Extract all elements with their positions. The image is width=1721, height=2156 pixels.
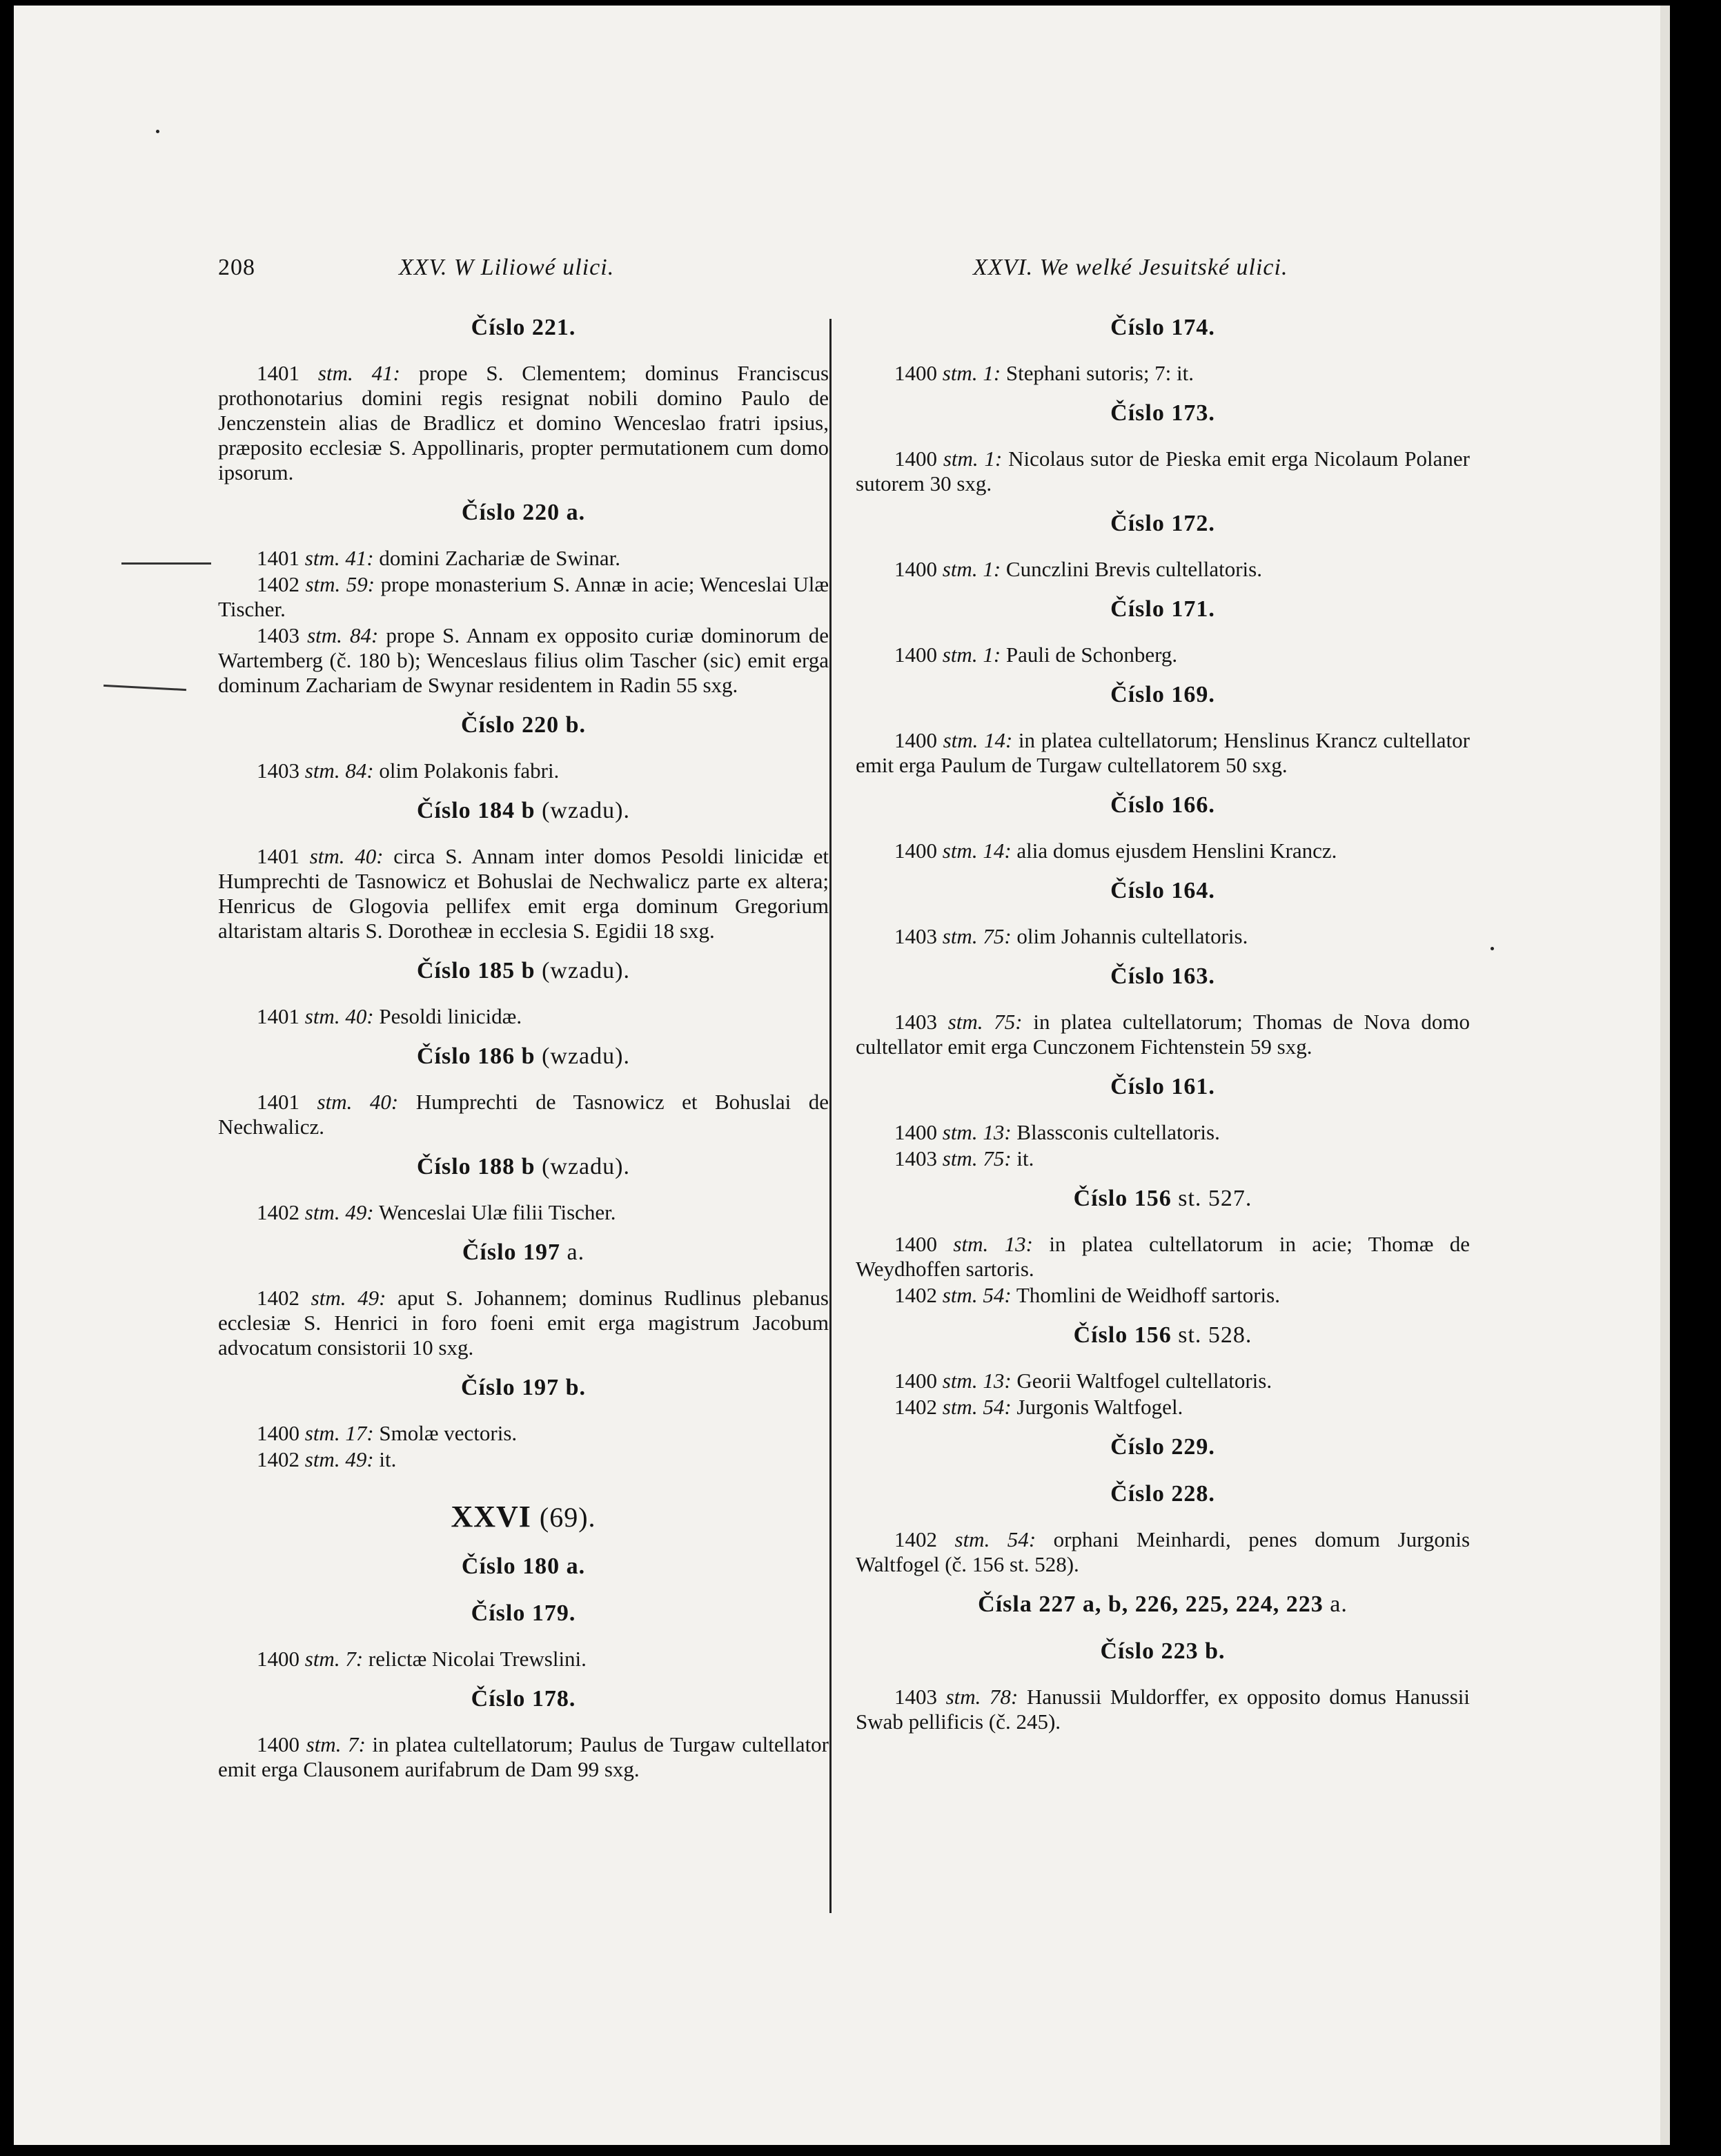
record-entry (856, 1283, 1470, 1308)
record-entry (856, 728, 1470, 778)
entry-colon: : (993, 361, 1001, 385)
heading-note: st. 527. (1178, 1186, 1252, 1211)
entry-stm: stm. 1 (942, 361, 994, 385)
section-heading (218, 1553, 829, 1580)
heading-title: Číslo 188 b (417, 1154, 535, 1179)
entry-year: 1401 (257, 844, 299, 868)
entry-stm: stm. 54 (942, 1283, 1005, 1307)
entry-colon: : (355, 1647, 364, 1671)
section-heading (856, 963, 1470, 990)
entry-colon: : (993, 643, 1001, 667)
entry-text: prope monasterium S. Annæ in acie; Wenceslai Ulæ Tischer. (218, 572, 829, 621)
entry-stm: stm. 13 (953, 1232, 1026, 1256)
section-heading (856, 1638, 1470, 1665)
entry-colon: : (376, 844, 384, 868)
right-column (856, 314, 1470, 1736)
entry-year: 1403 (257, 623, 299, 647)
entry-year: 1402 (257, 1447, 299, 1471)
section-heading (856, 1433, 1470, 1461)
heading-note: a. (567, 1239, 585, 1265)
entry-colon: : (391, 1090, 399, 1114)
section-heading (856, 1322, 1470, 1349)
entry-text: Thomlini de Weidhoff sartoris. (1016, 1283, 1280, 1307)
record-entry (218, 361, 829, 485)
entry-text: domini Zachariæ de Swinar. (379, 546, 620, 570)
entry-stm: stm. 49 (304, 1447, 367, 1471)
page-number: 208 (218, 255, 255, 280)
entry-year: 1400 (257, 1647, 299, 1671)
entry-stm: stm. 7 (306, 1732, 359, 1756)
record-entry (218, 1004, 829, 1029)
entry-stm: stm. 13 (942, 1120, 1005, 1144)
column-divider (829, 319, 832, 1913)
section-heading (218, 1043, 829, 1070)
record-entry (856, 1369, 1470, 1393)
record-entry (856, 1146, 1470, 1171)
section-heading (218, 1600, 829, 1627)
entry-text: Humprechti de Tasnowicz et Bohuslai de Nechwalicz. (218, 1090, 829, 1139)
record-entry (218, 572, 829, 622)
entry-year: 1403 (894, 1010, 937, 1034)
heading-note: (wzadu). (542, 958, 630, 983)
entry-colon: : (366, 1200, 374, 1224)
entry-stm: stm. 7 (304, 1647, 356, 1671)
entry-text: aput S. Johannem; dominus Rudlinus plebanus ecclesiæ S. Henrici in foro foeni emit erga magistrum Jacobum advocatum consistorii 10 sxg. (218, 1286, 829, 1360)
entry-colon: : (371, 623, 379, 647)
entry-year: 1401 (257, 1090, 299, 1114)
heading-note: st. 528. (1178, 1322, 1252, 1348)
record-entry (218, 546, 829, 571)
entry-colon: : (1025, 1232, 1033, 1256)
record-entry (856, 1395, 1470, 1420)
section-heading (856, 596, 1470, 623)
heading-title: XXVI (451, 1500, 531, 1533)
record-entry (856, 924, 1470, 949)
entry-stm: stm. 14 (942, 839, 1005, 863)
entry-stm: stm. 1 (942, 557, 994, 581)
entry-colon: : (1004, 839, 1012, 863)
entry-stm: stm. 75 (942, 1146, 1005, 1170)
entry-year: 1400 (894, 643, 937, 667)
paper-edge (1660, 6, 1670, 2145)
entry-text: Nicolaus sutor de Pieska emit erga Nicolaum Polaner sutorem 30 sxg. (856, 447, 1470, 496)
record-entry (856, 557, 1470, 582)
entry-year: 1400 (894, 839, 937, 863)
entry-stm: stm. 84 (304, 758, 367, 783)
heading-title: Číslo 228. (1110, 1481, 1215, 1507)
record-entry (218, 1732, 829, 1782)
entry-colon: : (358, 1732, 366, 1756)
chapter-heading (218, 1500, 829, 1535)
heading-title: Číslo 186 b (417, 1043, 535, 1069)
entry-text: Stephani sutoris; 7: it. (1005, 361, 1194, 385)
entry-text: Blassconis cultellatoris. (1016, 1120, 1220, 1144)
entry-year: 1400 (894, 728, 937, 752)
record-entry (856, 1232, 1470, 1282)
entry-stm: stm. 13 (942, 1369, 1005, 1393)
entry-stm: stm. 1 (943, 447, 995, 471)
heading-title: Číslo 229. (1110, 1434, 1215, 1460)
entry-colon: : (1010, 1685, 1019, 1709)
entry-year: 1402 (894, 1395, 937, 1419)
running-head-right: XXVI. We welké Jesuitské ulici. (973, 255, 1288, 280)
heading-title: Číslo 163. (1110, 963, 1215, 989)
section-heading (218, 797, 829, 825)
section-heading (218, 957, 829, 985)
entry-colon: : (1028, 1527, 1036, 1551)
heading-title: Číslo 161. (1110, 1074, 1215, 1099)
heading-title: Číslo 197 b. (460, 1375, 587, 1400)
entry-stm: stm. 14 (943, 728, 1005, 752)
speck (156, 130, 159, 133)
heading-title: Číslo 221. (471, 315, 576, 340)
entry-colon: : (366, 1447, 374, 1471)
entry-year: 1402 (894, 1283, 937, 1307)
entry-text: olim Polakonis fabri. (379, 758, 560, 783)
section-heading (856, 1480, 1470, 1508)
entry-colon: : (994, 447, 1003, 471)
heading-note: (wzadu). (542, 798, 630, 823)
entry-year: 1402 (257, 572, 299, 596)
entry-year: 1401 (257, 361, 299, 385)
section-heading (218, 1239, 829, 1266)
entry-stm: stm. 54 (942, 1395, 1005, 1419)
heading-title: Číslo 220 a. (461, 500, 586, 525)
heading-title: Číslo 164. (1110, 878, 1215, 903)
entry-stm: stm. 49 (311, 1286, 380, 1310)
left-column (218, 314, 829, 1783)
entry-year: 1400 (257, 1421, 299, 1445)
entry-colon: : (1015, 1010, 1023, 1034)
section-heading (856, 681, 1470, 709)
heading-title: Čísla 227 a, b, 226, 225, 224, 223 (978, 1591, 1324, 1617)
entry-stm: stm. 41 (304, 546, 367, 570)
heading-note: (wzadu). (542, 1043, 630, 1069)
margin-mark (121, 562, 211, 565)
record-entry (218, 1421, 829, 1446)
entry-year: 1400 (894, 447, 937, 471)
record-entry (856, 839, 1470, 863)
entry-colon: : (367, 572, 375, 596)
entry-year: 1400 (894, 1120, 937, 1144)
entry-colon: : (1004, 1369, 1012, 1393)
heading-title: Číslo 156 (1073, 1322, 1172, 1348)
section-heading (218, 499, 829, 527)
entry-stm: stm. 1 (942, 643, 994, 667)
entry-colon: : (1004, 1146, 1012, 1170)
entry-year: 1401 (257, 546, 299, 570)
entry-text: circa S. Annam inter domos Pesoldi linicidæ et Humprechti de Tasnowicz et Bohuslai de Nechwalicz parte ex altera; Henricus de Glogovia pellifex emit erga dominum Gregorium altaristam altaris S. Dorotheæ in ecclesia S. Egidii 18 sxg. (218, 844, 829, 943)
heading-note: a. (1330, 1591, 1348, 1617)
entry-stm: stm. 41 (317, 361, 393, 385)
record-entry (856, 1120, 1470, 1145)
entry-colon: : (379, 1286, 386, 1310)
heading-title: Číslo 179. (471, 1600, 576, 1626)
entry-colon: : (1005, 728, 1013, 752)
section-heading (856, 314, 1470, 342)
heading-title: Číslo 173. (1110, 400, 1215, 426)
record-entry (856, 447, 1470, 496)
entry-year: 1403 (257, 758, 299, 783)
entry-text: Jurgonis Waltfogel. (1016, 1395, 1183, 1419)
entry-text: relictæ Nicolai Trewslini. (368, 1647, 587, 1671)
entry-text: Wenceslai Ulæ filii Tischer. (378, 1200, 616, 1224)
section-heading (856, 400, 1470, 427)
entry-year: 1401 (257, 1004, 299, 1028)
entry-text: Cunczlini Brevis cultellatoris. (1005, 557, 1262, 581)
entry-text: Hanussii Muldorffer, ex opposito domus Hanussii Swab pellificis (č. 245). (856, 1685, 1471, 1734)
record-entry (218, 1647, 829, 1672)
heading-note: (wzadu). (542, 1154, 630, 1179)
section-heading (856, 1073, 1470, 1101)
heading-note: (69). (539, 1502, 596, 1533)
entry-colon: : (366, 546, 374, 570)
entry-text: olim Johannis cultellatoris. (1016, 924, 1248, 948)
entry-text: prope S. Annam ex opposito curiæ dominorum de Wartemberg (č. 180 b); Wenceslaus filius olim Tascher (sic) emit erga dominum Zachariam de Swynar residentem in Radin 55 sxg. (218, 623, 829, 697)
entry-colon: : (393, 361, 400, 385)
record-entry (856, 643, 1470, 667)
entry-year: 1400 (894, 361, 937, 385)
section-heading (856, 792, 1470, 819)
heading-title: Číslo 174. (1110, 315, 1215, 340)
entry-stm: stm. 54 (954, 1527, 1029, 1551)
running-head-left: XXV. W Liliowé ulici. (399, 255, 615, 280)
entry-year: 1403 (894, 1146, 937, 1170)
heading-title: Číslo 178. (471, 1686, 576, 1712)
section-heading (218, 712, 829, 739)
entry-stm: stm. 78 (945, 1685, 1011, 1709)
section-heading (856, 1185, 1470, 1213)
entry-stm: stm. 40 (309, 844, 377, 868)
entry-colon: : (993, 557, 1001, 581)
record-entry (218, 758, 829, 783)
speck (1491, 947, 1494, 950)
heading-title: Číslo 180 a. (461, 1554, 586, 1579)
heading-title: Číslo 185 b (417, 958, 535, 983)
entry-text: prope S. Clementem; dominus Franciscus prothonotarius domini regis resignat nobili domino Paulo de Jenczenstein alias de Bradlicz et domino Wenceslao fratri ipsius, præposito ecclesiæ S. Appollinaris, propter permutationem cum domo ipsorum. (218, 361, 829, 484)
heading-title: Číslo 156 (1073, 1186, 1172, 1211)
record-entry (218, 844, 829, 943)
record-entry (856, 1010, 1470, 1059)
record-entry (856, 1527, 1470, 1577)
heading-title: Číslo 220 b. (460, 712, 587, 738)
entry-text: Georii Waltfogel cultellatoris. (1016, 1369, 1272, 1393)
heading-title: Číslo 171. (1110, 596, 1215, 622)
entry-year: 1403 (894, 924, 937, 948)
entry-text: Smolæ vectoris. (379, 1421, 518, 1445)
heading-title: Číslo 166. (1110, 792, 1215, 818)
entry-year: 1400 (894, 1232, 937, 1256)
entry-colon: : (366, 1421, 374, 1445)
entry-colon: : (1004, 1120, 1012, 1144)
section-heading (218, 1685, 829, 1713)
entry-stm: stm. 17 (304, 1421, 367, 1445)
entry-year: 1402 (894, 1527, 937, 1551)
entry-colon: : (366, 1004, 374, 1028)
record-entry (218, 1447, 829, 1472)
heading-title: Číslo 169. (1110, 682, 1215, 707)
section-heading (856, 877, 1470, 905)
entry-stm: stm. 40 (317, 1090, 391, 1114)
heading-title: Číslo 223 b. (1100, 1638, 1226, 1664)
entry-colon: : (1004, 1395, 1012, 1419)
record-entry (856, 361, 1470, 386)
entry-stm: stm. 84 (307, 623, 371, 647)
heading-title: Číslo 172. (1110, 511, 1215, 536)
entry-year: 1403 (894, 1685, 937, 1709)
entry-stm: stm. 75 (947, 1010, 1016, 1034)
entry-stm: stm. 49 (304, 1200, 367, 1224)
record-entry (218, 1200, 829, 1225)
entry-text: in platea cultellatorum; Thomas de Nova domo cultellator emit erga Cunczonem Fichtenstein 59 sxg. (856, 1010, 1471, 1059)
entry-text: alia domus ejusdem Henslini Krancz. (1016, 839, 1337, 863)
entry-colon: : (1004, 1283, 1012, 1307)
heading-title: Číslo 184 b (417, 798, 535, 823)
heading-title: Číslo 197 (462, 1239, 561, 1265)
section-heading (218, 314, 829, 342)
entry-colon: : (366, 758, 374, 783)
section-heading (856, 1591, 1470, 1618)
record-entry (218, 623, 829, 698)
record-entry (856, 1685, 1470, 1734)
entry-text: it. (379, 1447, 397, 1471)
entry-colon: : (1004, 924, 1012, 948)
entry-year: 1402 (257, 1200, 299, 1224)
section-heading (218, 1153, 829, 1181)
entry-text: Pauli de Schonberg. (1005, 643, 1178, 667)
entry-text: in platea cultellatorum; Paulus de Turgaw cultellator emit erga Clausonem aurifabrum de Dam 99 sxg. (218, 1732, 829, 1781)
entry-stm: stm. 40 (304, 1004, 367, 1028)
entry-text: it. (1016, 1146, 1034, 1170)
entry-year: 1400 (894, 557, 937, 581)
section-heading (218, 1374, 829, 1402)
record-entry (218, 1090, 829, 1139)
record-entry (218, 1286, 829, 1360)
entry-year: 1400 (894, 1369, 937, 1393)
entry-stm: stm. 59 (305, 572, 368, 596)
section-heading (856, 510, 1470, 538)
entry-text: Pesoldi linicidæ. (379, 1004, 522, 1028)
entry-year: 1400 (257, 1732, 299, 1756)
entry-year: 1402 (257, 1286, 299, 1310)
entry-text: in platea cultellatorum; Henslinus Krancz cultellator emit erga Paulum de Turgaw cultellatorem 50 sxg. (856, 728, 1471, 777)
entry-stm: stm. 75 (942, 924, 1005, 948)
entry-text: orphani Meinhardi, penes domum Jurgonis Waltfogel (č. 156 st. 528). (856, 1527, 1471, 1576)
entry-text: in platea cultellatorum in acie; Thomæ de Weydhoffen sartoris. (856, 1232, 1471, 1281)
